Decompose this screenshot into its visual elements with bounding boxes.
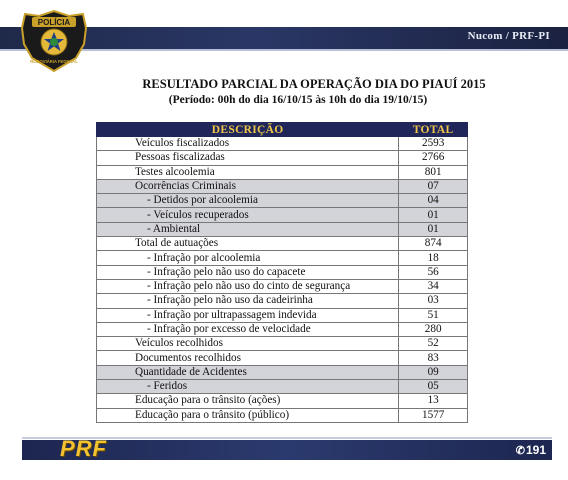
row-description: Educação para o trânsito (ações)	[97, 394, 399, 408]
row-description: - Ambiental	[97, 222, 399, 236]
row-description: - Feridos	[97, 380, 399, 394]
row-total: 34	[399, 279, 468, 293]
page-subtitle: (Período: 00h do dia 16/10/15 às 10h do dia 19/10/15)	[168, 94, 428, 106]
table-body	[97, 137, 468, 423]
row-total: 05	[399, 380, 468, 394]
phone-icon: ✆	[515, 445, 525, 457]
row-description: Testes alcoolemia	[97, 165, 399, 179]
row-description: Pessoas fiscalizadas	[97, 151, 399, 165]
table-row	[97, 194, 468, 208]
row-description: Ocorrências Criminais	[97, 179, 399, 193]
table-row	[97, 179, 468, 193]
row-total: 04	[399, 194, 468, 208]
table-row	[97, 294, 468, 308]
table-row	[97, 308, 468, 322]
table-row	[97, 208, 468, 222]
row-description: Quantidade de Acidentes	[97, 365, 399, 379]
row-description: - Infração pelo não uso do cinto de segurança	[97, 279, 399, 293]
header-source-label: Nucom / PRF-PI	[467, 30, 550, 42]
row-description: Veículos fiscalizados	[97, 137, 399, 151]
row-description: Documentos recolhidos	[97, 351, 399, 365]
table-row	[97, 265, 468, 279]
table-row	[97, 322, 468, 336]
row-total: 280	[399, 322, 468, 336]
row-description: Total de autuações	[97, 237, 399, 251]
page-title: RESULTADO PARCIAL DA OPERAÇÃO DIA DO PIAUÍ 2015	[142, 77, 486, 91]
row-description: - Infração por alcoolemia	[97, 251, 399, 265]
column-header-total: TOTAL	[399, 123, 468, 137]
row-total: 2593	[399, 137, 468, 151]
row-total: 2766	[399, 151, 468, 165]
column-header-description: DESCRIÇÃO	[97, 123, 399, 137]
table-row	[97, 237, 468, 251]
table-row	[97, 351, 468, 365]
row-total: 18	[399, 251, 468, 265]
table-row	[97, 365, 468, 379]
row-total: 83	[399, 351, 468, 365]
row-description: Veículos recolhidos	[97, 337, 399, 351]
table-row	[97, 165, 468, 179]
badge-top-text: POLÍCIA	[37, 18, 71, 27]
phone-number-text: 191	[525, 443, 546, 457]
prf-badge-icon	[20, 10, 88, 72]
table-row	[97, 380, 468, 394]
table-row	[97, 337, 468, 351]
row-description: Educação para o trânsito (público)	[97, 408, 399, 422]
row-total: 01	[399, 208, 468, 222]
row-total: 801	[399, 165, 468, 179]
title-block	[0, 77, 568, 106]
table-row	[97, 279, 468, 293]
row-total: 51	[399, 308, 468, 322]
row-total: 56	[399, 265, 468, 279]
row-total: 07	[399, 179, 468, 193]
row-total: 874	[399, 237, 468, 251]
row-total: 52	[399, 337, 468, 351]
row-total: 01	[399, 222, 468, 236]
row-description: - Infração pelo não uso do capacete	[97, 265, 399, 279]
row-total: 13	[399, 394, 468, 408]
phone-number	[516, 443, 546, 457]
table-row	[97, 137, 468, 151]
badge-bottom-text: RODOVIÁRIA FEDERAL	[30, 59, 78, 64]
table-row	[97, 251, 468, 265]
row-description: - Infração por excesso de velocidade	[97, 322, 399, 336]
table-row	[97, 222, 468, 236]
row-total: 09	[399, 365, 468, 379]
table-header-row	[97, 123, 468, 137]
row-description: - Veículos recuperados	[97, 208, 399, 222]
table-row	[97, 408, 468, 422]
prf-logo: PRF	[60, 436, 107, 461]
row-description: - Infração pelo não uso da cadeirinha	[97, 294, 399, 308]
row-total: 1577	[399, 408, 468, 422]
results-table	[96, 122, 468, 423]
row-description: - Detidos por alcoolemia	[97, 194, 399, 208]
table-row	[97, 151, 468, 165]
table-row	[97, 394, 468, 408]
row-description: - Infração por ultrapassagem indevida	[97, 308, 399, 322]
row-total: 03	[399, 294, 468, 308]
